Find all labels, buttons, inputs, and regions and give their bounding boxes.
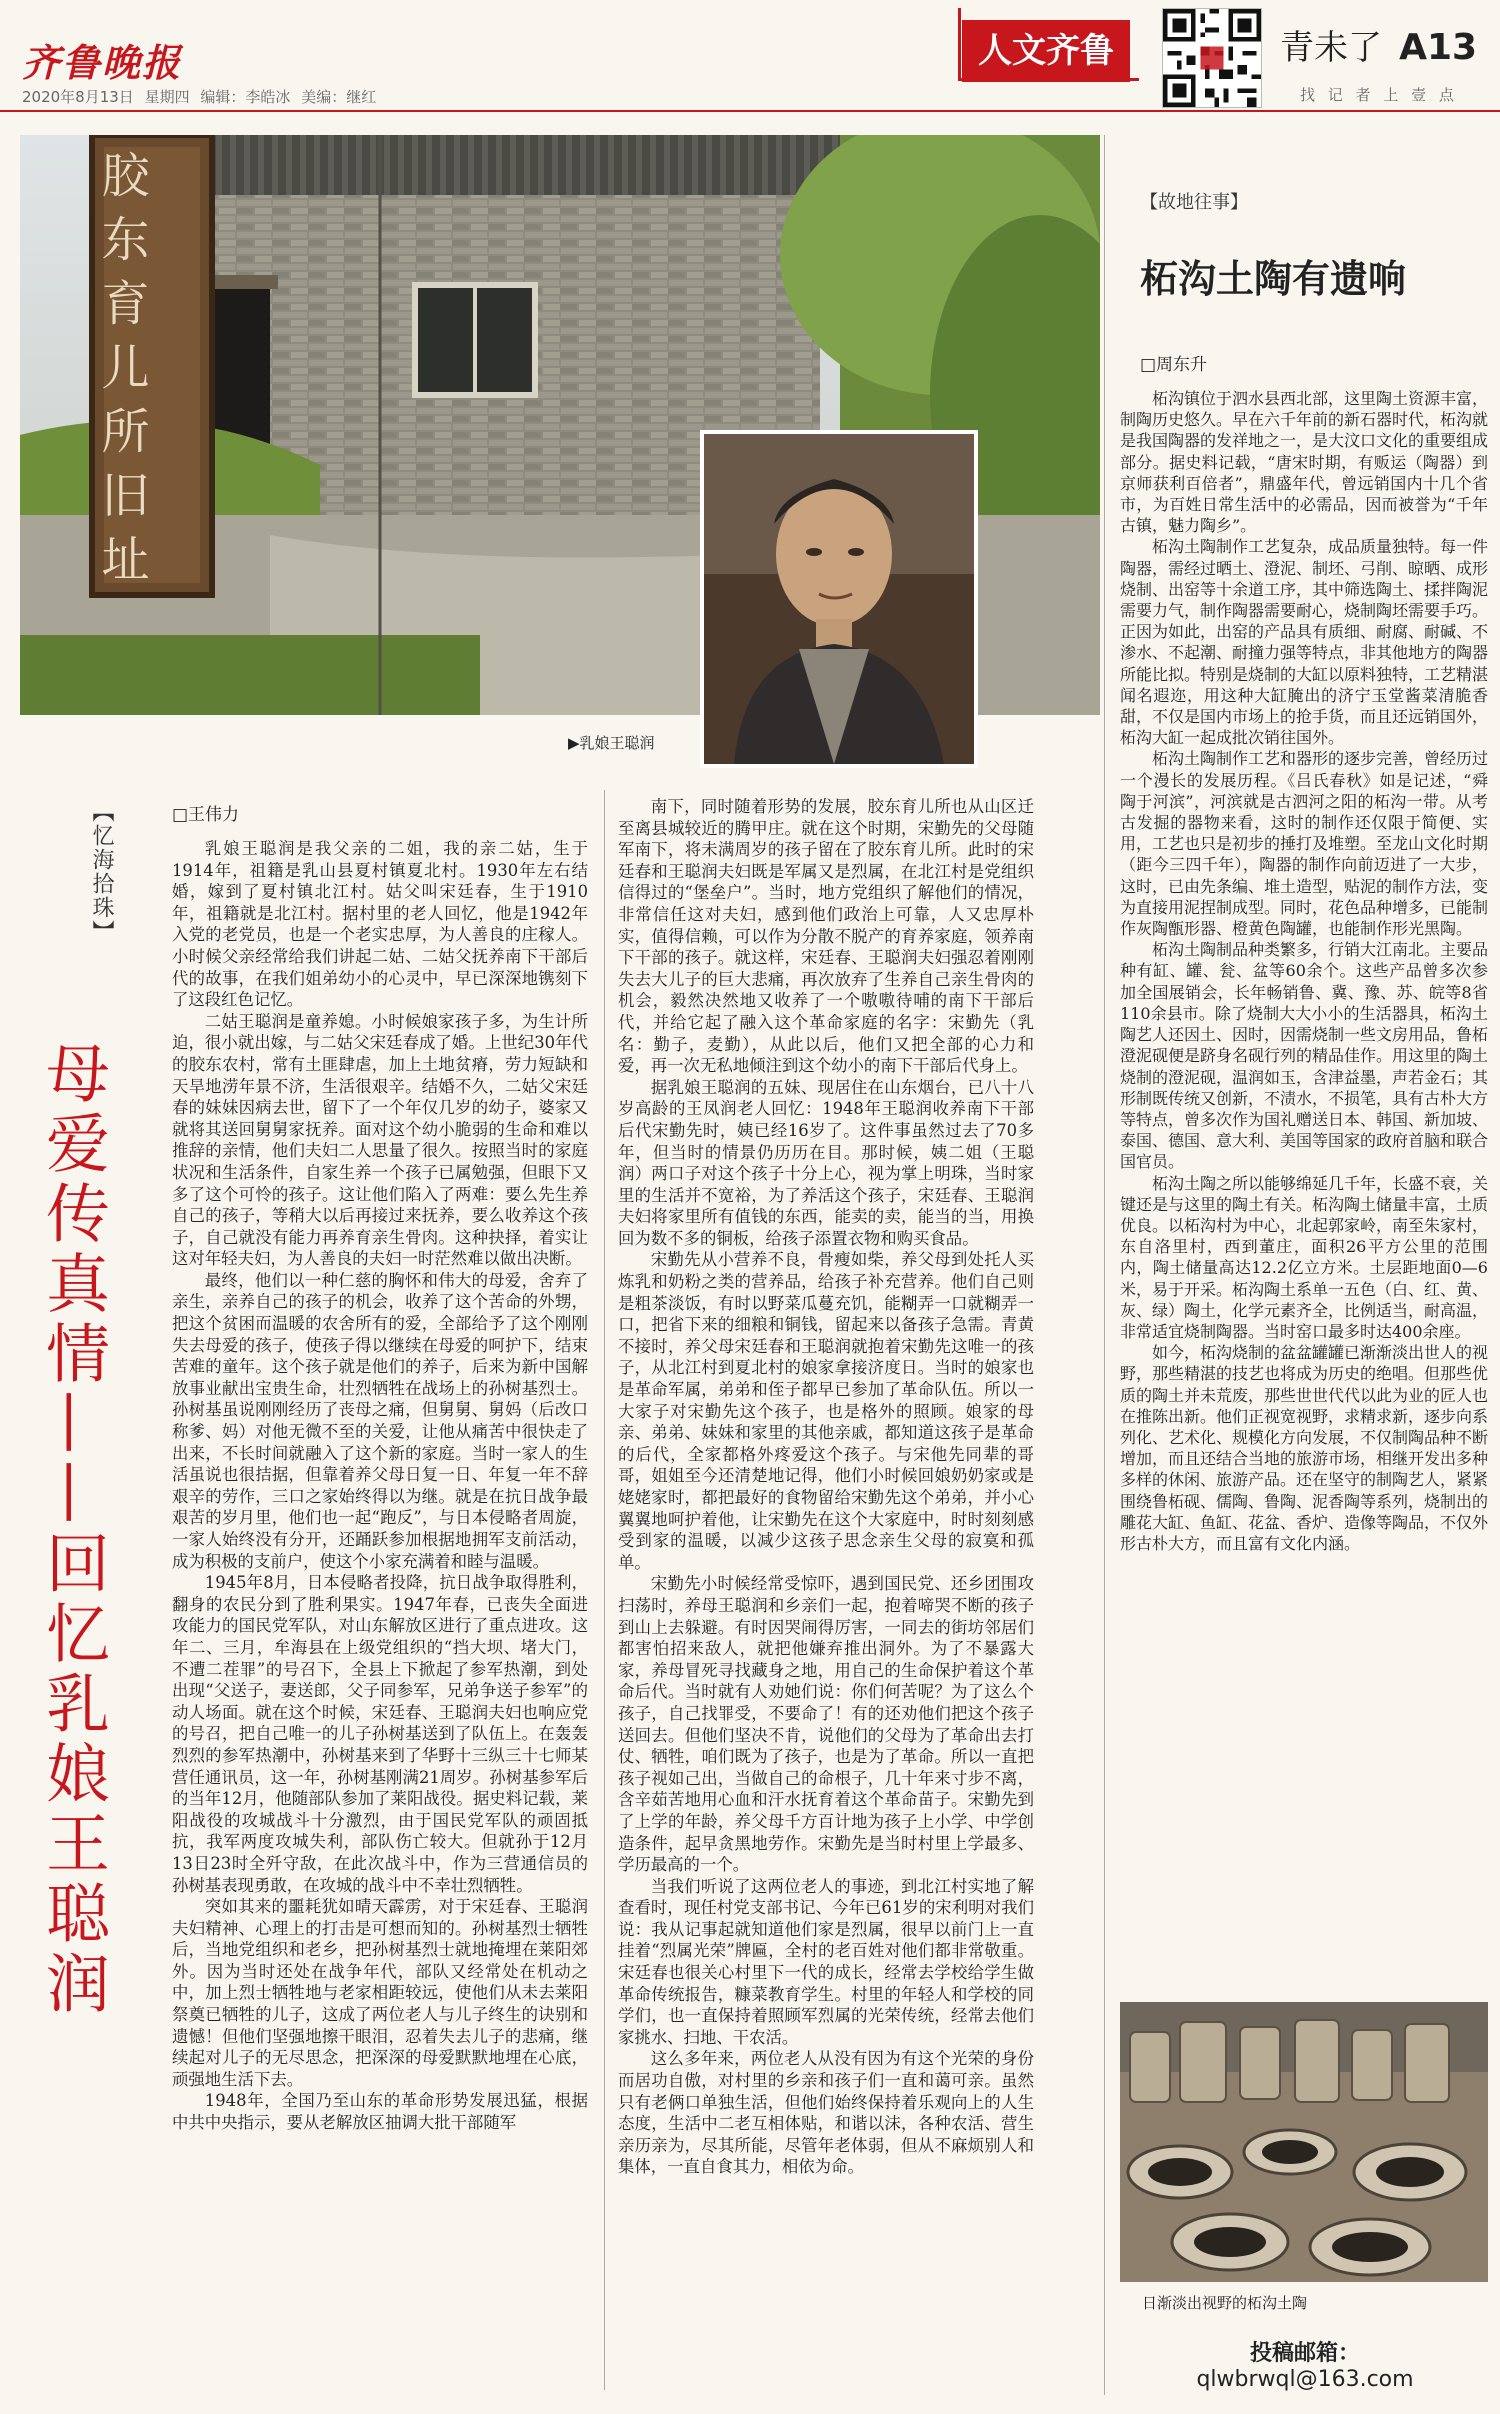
paragraph: 二姑王聪润是童养媳。小时候娘家孩子多，为生计所迫，很小就出嫁，与二姑父宋廷春成了婚。上世纪30年代的胶东农村，常有土匪肆虐，加上土地贫瘠，劳力短缺和天旱地涝年景不济，生活很艰辛。结婚不久，二姑父宋廷春的妹妹因病去世，留下了一个年仅几岁的幼子，婆家又就将其送回舅舅家抚养。面对这个幼小脆弱的生命和难以推辞的亲情，他们夫妇二人思量了很久。按照当时的家庭状况和生活条件，自家生养一个孩子已属勉强，但眼下又多了这个可怜的孩子。这让他们陷入了两难：要么先生养自己的孩子，等稍大以后再接过来抚养，要么收养这个孩子，自己就没有能力再养育亲生骨肉。这种抉择，着实让这对年轻夫妇，为人善良的夫妇一时茫然难以做出决断。: [172, 1011, 588, 1269]
column-divider: [604, 790, 605, 2390]
issue-date: 2020年8月13日: [22, 88, 134, 106]
masthead: [0, 0, 1500, 112]
paragraph: 宋勤先从小营养不良，骨瘦如柴，养父母到处托人买炼乳和奶粉之类的营养品，给孩子补充营养。他们自己则是粗茶淡饭，有时以野菜瓜蔓充饥，能糊弄一口就糊弄一口，把省下来的细粮和铜钱，留起来以备孩子急需。青黄不接时，养父母宋廷春和王聪润就抱着宋勤先这唯一的孩子，从北江村到夏北村的娘家拿接济度日。当时的娘家也是革命军属，弟弟和侄子都早已参加了革命队伍。所以一大家子对宋勤先这个孩子，也是格外的照顾。娘家的母亲、弟弟、妹妹和家里的其他亲戚，都知道这孩子是革命的后代，全家都格外疼爱这个孩子。与宋他先同辈的哥哥，姐姐至今还清楚地记得，他们小时候回娘奶奶家或是姥姥家时，都把最好的食物留给宋勤先这个弟弟，并小心翼翼地呵护着他，让宋勤先在这个大家庭中，时时刻刻感受到家的温暖，以减少这孩子思念亲生父母的寂寞和孤单。: [618, 1250, 1034, 1572]
reporter-left: 找 记 者: [1300, 86, 1371, 104]
pottery-caption: 日渐淡出视野的柘沟土陶: [1142, 2294, 1308, 2312]
issue-weekday: 星期四: [144, 88, 190, 106]
photo-sign-text: 胶东育儿所旧址: [93, 150, 149, 598]
paragraph: 柘沟土陶制作工艺复杂，成品质量独特。每一件陶器，需经过晒土、澄泥、制坯、弓削、晾晒、成形烧制、出窑等十余道工序，其中筛选陶土、揉拌陶泥需要力气，制作陶器需要耐心，烧制陶坯需要手巧。正因为如此，出窑的产品具有质细、耐腐、耐碱、不渗水、不起潮、耐撞力强等特点，非其他地方的陶器所能比拟。特别是烧制的大缸以原料独特，工艺精湛闻名遐迩，用这种大缸腌出的济宁玉堂酱菜清脆香甜，不仅是国内市场上的抢手货，而且还远销国外，柘沟大缸一起成批次销往国外。: [1120, 537, 1488, 748]
page-number: A13: [1399, 27, 1478, 68]
paragraph: 南下，同时随着形势的发展，胶东育儿所也从山区迁至离县城较近的腾甲庄。就在这个时期，宋勤先的父母随军南下，将未满周岁的孩子留在了胶东育儿所。此时的宋廷春和王聪润夫妇既是军属又是烈属，在北江村是党组织信得过的“堡垒户”。当时，地方党组织了解他们的情况，非常信任这对夫妇，感到他们政治上可靠，人又忠厚朴实，值得信赖，可以作为分散不脱产的育养家庭，领养南下干部的孩子。就这样，宋廷春、王聪润夫妇强忍着刚刚失去大儿子的巨大悲痛，再次放弃了生养自己亲生骨肉的机会，毅然决然地又收养了一个嗷嗷待哺的南下干部后代，并给它起了融入这个革命家庭的名字：宋勤先（乳名：勤子，麦勤），从此以后，他们又把全部的心力和爱，再一次无私地倾注到这个幼小的南下干部后代身上。: [618, 797, 1034, 1076]
paragraph: 突如其来的噩耗犹如晴天霹雳，对于宋廷春、王聪润夫妇精神、心理上的打击是可想而知的。孙树基烈士牺牲后，当地党组织和老乡，把孙树基烈士就地掩埋在莱阳郊外。因为当时还处在战争年代，部队又经常处在机动之中，加上烈士牺牲地与老家相距较远，使他们从未去莱阳祭奠已牺牲的儿子，这成了两位老人与儿子终生的诀别和遗憾！但他们坚强地擦干眼泪，忍着失去儿子的悲痛，继续起对儿子的无尽思念，把深深的母爱默默地埋在心底，顽强地生活下去。: [172, 1897, 588, 2089]
qr-code-icon: [1162, 8, 1262, 108]
paragraph: 乳娘王聪润是我父亲的二姐，我的亲二姑，生于1914年，祖籍是乳山县夏村镇夏北村。1930年左右结婚，嫁到了夏村镇北江村。姑父叫宋廷春，生于1910年，祖籍就是北江村。据村里的老人回忆，他是1942年入党的老党员，也是一个老实忠厚，为人善良的庄稼人。小时候父亲经常给我们讲起二姑、二姑父抚养南下干部后代的故事，在我们姐弟幼小的心灵中，早已深深地镌刻下了这段红色记忆。: [172, 839, 588, 1010]
issue-art-editor: 美编：继红: [301, 88, 377, 106]
right-section-label: 【故地往事】: [1140, 192, 1248, 213]
issue-info: [22, 86, 376, 107]
reporter-right: 上 壹 点: [1383, 86, 1454, 104]
paragraph: 据乳娘王聪润的五妹、现居住在山东烟台，已八十八岁高龄的王凤润老人回忆：1948年王聪润收养南下干部后代宋勤先时，姨已经16岁了。这件事虽然过去了70多年，但当时的情景仍历历在目。那时候，姨二姐（王聪润）两口子对这个孩子十分上心，视为掌上明珠，当时家里的生活并不宽裕，为了养活这个孩子，宋廷春、王聪润夫妇将家里所有值钱的东西，能卖的卖，能当的当，用换回为数不多的铜板，给孩子添置衣物和购买食品。: [618, 1077, 1034, 1248]
section-name: 青未了: [1280, 28, 1382, 68]
paragraph: 这么多年来，两位老人从没有因为有这个光荣的身份而居功自傲，对村里的乡亲和孩子们一直和蔼可亲。虽然只有老俩口单独生活，但他们始终保持着乐观向上的人生态度，生活中二老互相体贴，和谐以沫，各种农活、营生亲历亲为，尽其所能，尽管年老体弱，但从不麻烦别人和集体，一直自食其力，相依为命。: [618, 2049, 1034, 2177]
right-article-title: 柘沟土陶有遗响: [1140, 257, 1407, 301]
paragraph: 柘沟土陶之所以能够绵延几千年，长盛不衰，关键还是与这里的陶土有关。柘沟陶土储量丰富，土质优良。以柘沟村为中心，北起郭家岭，南至朱家村，东自洛里村，西到董庄，面积26平方公里的范围内，陶土储量高达12.2亿立方米。土层距地面0—6米，易于开采。柘沟陶土系单一五色（白、红、黄、灰、绿）陶土，化学元素齐全，比例适当，耐高温，非常适宜烧制陶器。当时窑口最多时达400余座。: [1120, 1173, 1488, 1341]
paragraph: 柘沟镇位于泗水县西北部，这里陶土资源丰富，制陶历史悠久。早在六千年前的新石器时代，柘沟就是我国陶器的发祥地之一，是大汶口文化的重要组成部分。据史料记载，“唐宋时期，有贩运（陶器）到京师获利百倍者”，鼎盛年代，曾远销国内十几个省市，为百姓日常生活中的必需品，因而被誉为“千年古镇，魅力陶乡”。: [1120, 389, 1488, 536]
left-section-label: 【忆海拾珠】: [89, 800, 114, 944]
left-author: □王伟力: [172, 805, 240, 825]
paragraph: 1948年，全国乃至山东的革命形势发展迅猛，根据中共中央指示，要从老解放区抽调大批干部随军: [172, 2091, 588, 2133]
contribution-box: [1120, 2336, 1490, 2392]
article-divider: [1104, 135, 1105, 2395]
right-author: □周东升: [1140, 355, 1208, 375]
paragraph: 柘沟土陶制品种类繁多，行销大江南北。主要品种有缸、罐、瓮、盆等60余个。这些产品曾多次参加全国展销会，长年畅销鲁、冀、豫、苏、皖等8省110余县市。除了烧制大大小小的生活器具，柘沟土陶艺人还因土、因时，因需烧制一些文房用品，鲁柘澄泥砚便是跻身名砚行列的精品佳作。用这里的陶土烧制的澄泥砚，温润如玉，含津益墨，声若金石；其形制既传统又创新，不渍水，不损笔，具有古朴大方等特点，曾多次作为国礼赠送日本、韩国、新加坡、泰国、德国、意大利、美国等国家的政府首脑和联合国官员。: [1120, 940, 1488, 1172]
pottery-photo: [1120, 2002, 1488, 2282]
paragraph: 柘沟土陶制作工艺和器形的逐步完善，曾经历过一个漫长的发展历程。《吕氏春秋》如是记述，“舜陶于河滨”，河滨就是古泗河之阳的柘沟一带。从考古发掘的器物来看，这时的制作还仅限于简便、实用，工艺也只是初步的捶打及堆塑。至龙山文化时期（距今三四千年），陶器的制作向前迈进了一大步，这时，已由先条编、堆土造型，贴泥的制作方法，变为直接用泥捏制成型。同时，花色品种增多，已能制作灰陶甑形器、橙黄色陶罐，也能制作形光黑陶。: [1120, 749, 1488, 939]
reporter-line: [1300, 84, 1454, 105]
right-body-column: [1120, 388, 1488, 1988]
column-tag: 人文齐鲁: [962, 20, 1130, 82]
paragraph: 当我们听说了这两位老人的事迹，到北江村实地了解查看时，现任村党支部书记、今年已61岁的宋利明对我们说：我从记事起就知道他们家是烈属，很早以前门上一直挂着“烈属光荣”牌匾，全村的老百姓对他们都非常敬重。宋廷春也很关心村里下一代的成长，经常去学校给学生做革命传统报告，糠菜教育学生。村里的年轻人和学校的同学们，也一直保持着照顾军烈属的光荣传统，经常去他们家挑水、扫地、干农活。: [618, 1876, 1034, 2047]
portrait-photo: [700, 430, 978, 768]
contribution-label: 投稿邮箱：: [1249, 2341, 1360, 2366]
contribution-email[interactable]: qlwbrwql@163.com: [1196, 2367, 1414, 2392]
paragraph: 最终，他们以一种仁慈的胸怀和伟大的母爱，舍弃了亲生，亲养自己的孩子的机会，收养了这个苦命的外甥，把这个贫困而温暖的农舍所有的爱，全部给予了这个刚刚失去母爱的孩子，使孩子得以继续在母爱的呵护下，结束苦难的童年。这个孩子就是他们的养子，后来为新中国解放事业献出宝贵生命，壮烈牺牲在战场上的孙树基烈士。孙树基虽说刚刚经历了丧母之痛，但舅舅、舅妈（后改口称爹、妈）对他无微不至的关爱，让他从痛苦中很快走了出来，不长时间就融入了这个新的家庭。当时一家人的生活虽说也很拮据，但靠着养父母日复一日、年复一年不辞艰辛的劳作，三口之家始终得以为继。就是在抗日战争最艰苦的岁月里，他们也一起“跑反”，与日本侵略者周旋，一家人始终没有分开，还踊跃参加根据地拥军支前活动，成为积极的支前户，使这个小家充满着和睦与温暖。: [172, 1270, 588, 1571]
section-block: [1280, 20, 1490, 69]
paragraph: 1945年8月，日本侵略者投降，抗日战争取得胜利，翻身的农民分到了胜利果实。1947年春，已丧失全面进攻能力的国民党军队，对山东解放区进行了重点进攻。这年二、三月，牟海县在上级党组织的“挡大坝、堵大门，不遭二茬罪”的号召下，全县上下掀起了参军热潮，到处出现“父送子，妻送郎，父子同参军，兄弟争送子参军”的动人场面。就在这个时候，宋廷春、王聪润夫妇也响应党的号召，把自己唯一的儿子孙树基送到了队伍上。在轰轰烈烈的参军热潮中，孙树基来到了华野十三纵三十七师某营任通讯员，这一年，孙树基刚满21周岁。孙树基参军后的当年12月，他随部队参加了莱阳战役。据史料记载，莱阳战役的攻城战斗十分激烈，由于国民党军队的顽固抵抗，我军两度攻城失利，部队伤亡较大。但就孙于12月13日23时全歼守敌，在此次战斗中，作为三营通信员的孙树基表现勇敢，在攻城的战斗中不幸壮烈牺牲。: [172, 1573, 588, 1895]
paragraph: 宋勤先小时候经常受惊吓，遇到国民党、还乡团围攻扫荡时，养母王聪润和乡亲们一起，抱着啼哭不断的孩子到山上去躲避。有时因哭闹得厉害，一同去的街坊邻居们都害怕招来敌人，就把他嫌弃推出洞外。为了不暴露大家，养母冒死寻找藏身之地，用自己的生命保护着这个革命后代。当时就有人劝她们说：你们何苦呢？为了这么个孩子，自己找罪受，不要命了！有的还劝他们把这个孩子送回去。但他们坚决不肯，说他们的父母为了革命出去打仗、牺牲，咱们既为了孩子，也是为了革命。所以一直把孩子视如己出，当做自己的命根子，几十年来寸步不离，含辛茹苦地用心血和汗水抚育着这个革命苗子。宋勤先到了上学的年龄，养父母千方百计地为孩子上小学、中学创造条件，起早贪黑地劳作。宋勤先是当时村里上学最多、学历最高的一个。: [618, 1574, 1034, 1875]
left-body-column-1: [172, 838, 588, 2398]
newspaper-logo: 齐鲁晚报: [22, 40, 183, 85]
left-article-title: 母爱传真情——回忆乳娘王聪润: [35, 1040, 109, 2020]
issue-editor: 编辑：李皓冰: [200, 88, 291, 106]
inset-caption: ▶乳娘王聪润: [568, 734, 655, 752]
paragraph: 如今，柘沟烧制的盆盆罐罐已渐渐淡出世人的视野，那些精湛的技艺也将成为历史的绝唱。但那些优质的陶土并未荒废，那些世世代代以此为业的匠人也在推陈出新。他们正视宽视野，求精求新，逐步向系列化、艺术化、规模化方向发展，不仅制陶品种不断增加，而且还结合当地的旅游市场，相继开发出多种多样的休闲、旅游产品。还在坚守的制陶艺人，紧紧围绕鲁柘砚、儒陶、鲁陶、泥香陶等系列，烧制出的雕花大缸、鱼缸、花盆、香炉、造像等陶品，不仅外形古朴大方，而且富有文化内涵。: [1120, 1343, 1488, 1553]
left-body-column-2: [618, 796, 1034, 2396]
masthead-rule: [0, 110, 1500, 112]
